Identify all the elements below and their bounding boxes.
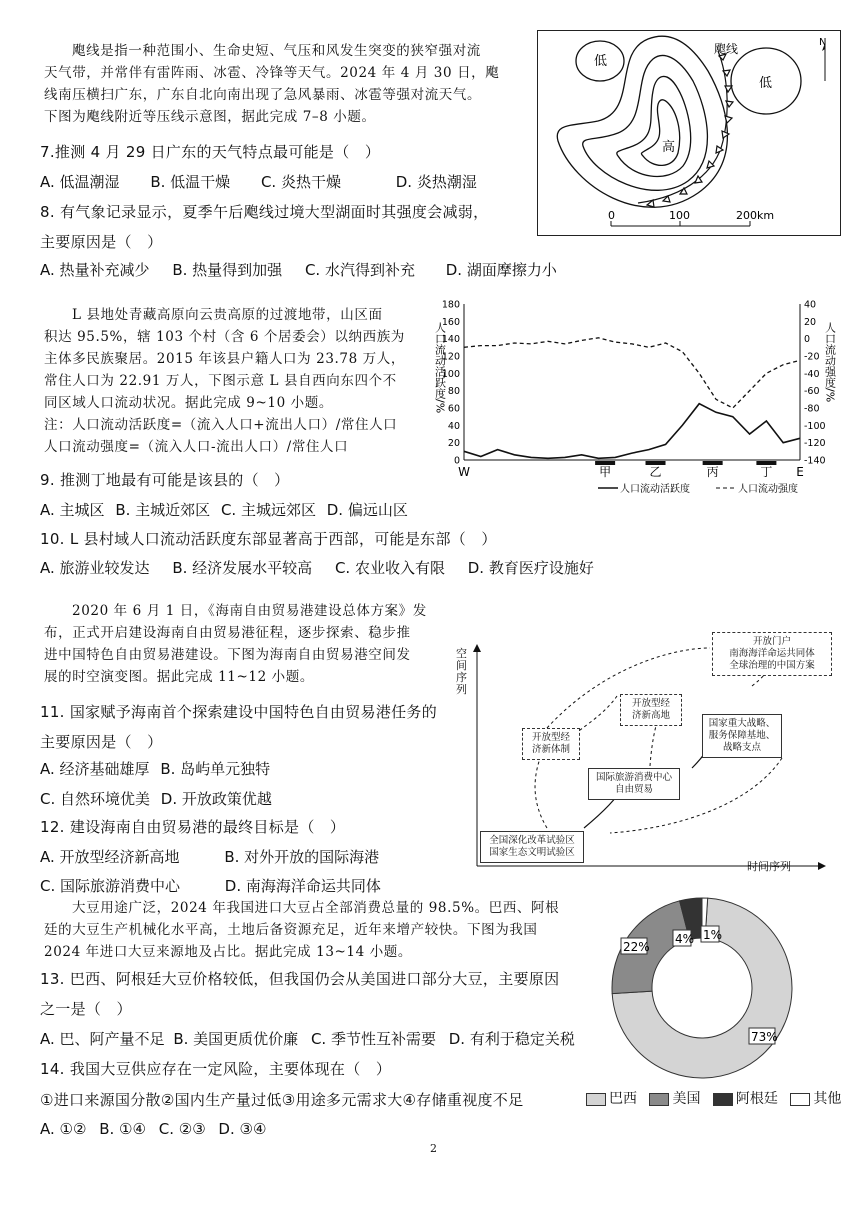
- option-11d[interactable]: D. 开放政策优越: [160, 790, 272, 808]
- options-8: [40, 258, 575, 282]
- option-12b[interactable]: B. 对外开放的国际海港: [224, 848, 380, 866]
- scale-bar: [608, 209, 774, 226]
- passage-squall: 飑线是指一种范围小、生命史短、气压和风发生突变的狭窄强对流 天气带，并常伴有雷阵雨、冰雹、冷锋等天气。2024 年 4 月 30 日，飑 线南压横扫广东，广东自北向南出现了急风暴雨、冰雹等强对流天气。 下图为飑线附近等压线示意图，据此完成 7–8 小题。: [44, 43, 500, 125]
- soybean-source-donut: [590, 893, 820, 1083]
- option-7d[interactable]: D. 炎热潮湿: [395, 173, 477, 191]
- option-13a[interactable]: A. 巴、阿产量不足: [40, 1030, 165, 1048]
- x-category-label: 甲: [599, 465, 612, 479]
- question-8: 8. 有气象记录显示，夏季午后飑线过境大型湖面时其强度会减弱， 主要原因是（ ）: [40, 203, 489, 251]
- right-tick-label: -140: [804, 455, 826, 467]
- left-axis-label: 人口流动活跃度/%: [433, 322, 447, 414]
- option-9b[interactable]: B. 主城近郊区: [115, 501, 211, 519]
- x-category-label: E: [796, 465, 804, 479]
- legend-active: 人口流动活跃度: [620, 484, 690, 495]
- options-13: [40, 1027, 593, 1051]
- y-axis-label: 空间序列: [456, 647, 467, 696]
- option-13c[interactable]: C. 季节性互补需要: [310, 1030, 436, 1048]
- right-tick-label: -20: [804, 351, 820, 363]
- box-tourism-center: 国际旅游消费中心 自由贸易: [588, 768, 680, 800]
- box-national-strategy: 国家重大战略、 服务保障基地、 战略支点: [702, 714, 782, 758]
- question-13: 13. 巴西、阿根廷大豆价格较低，但我国仍会从美国进口部分大豆，主要原因 之一是（ ）: [40, 970, 560, 1018]
- left-tick-label: 80: [447, 386, 460, 398]
- left-tick-label: 0: [453, 455, 460, 467]
- box-open-economy-highland: 开放型经 济新高地: [620, 694, 682, 726]
- option-12c[interactable]: C. 国际旅游消费中心: [40, 877, 181, 895]
- x-category-label: 乙: [649, 465, 662, 479]
- box-open-gateway: 开放门户 南海海洋命运共同体 全球治理的中国方案: [712, 632, 832, 676]
- option-14c[interactable]: C. ②③: [158, 1120, 206, 1138]
- option-13d[interactable]: D. 有利于稳定关税: [448, 1030, 575, 1048]
- box-open-economy-system: 开放型经 济新体制: [522, 728, 580, 760]
- question-9: 9. 推测丁地最有可能是该县的（ ）: [40, 471, 290, 489]
- question-12: 12. 建设海南自由贸易港的最终目标是（ ）: [40, 818, 346, 836]
- options-7: [40, 170, 495, 194]
- option-13b[interactable]: B. 美国更质优价廉: [173, 1030, 299, 1048]
- legend-swatch-brazil: [586, 1093, 606, 1106]
- low-label-1: 低: [594, 54, 608, 69]
- right-tick-label: 0: [804, 334, 811, 346]
- legend-swatch-usa: [649, 1093, 669, 1106]
- options-14: [40, 1117, 284, 1141]
- question-10: 10. L 县村域人口流动活跃度东部显著高于西部，可能是东部（ ）: [40, 530, 497, 548]
- option-8a[interactable]: A. 热量补充减少: [40, 261, 150, 279]
- option-8b[interactable]: B. 热量得到加强: [172, 261, 283, 279]
- left-tick-label: 100: [441, 368, 460, 380]
- left-tick-label: 120: [441, 351, 460, 363]
- question-14: 14. 我国大豆供应存在一定风险，主要体现在（ ）: [40, 1060, 392, 1078]
- x-category-label: 丁: [760, 465, 773, 479]
- option-14d[interactable]: D. ③④: [218, 1120, 267, 1138]
- svg-text:N: N: [819, 37, 827, 48]
- option-12a[interactable]: A. 开放型经济新高地: [40, 848, 180, 866]
- right-tick-label: -80: [804, 403, 820, 415]
- right-axis-label: 人口流动强度/%: [823, 322, 837, 403]
- series-strength-line: [464, 338, 800, 408]
- svg-text:0: 0: [608, 209, 615, 222]
- left-tick-label: 60: [447, 403, 460, 415]
- legend-strength: 人口流动强度: [738, 484, 798, 495]
- page-number: 2: [430, 1142, 437, 1155]
- right-tick-label: -60: [804, 386, 820, 398]
- option-14b[interactable]: B. ①④: [99, 1120, 146, 1138]
- legend-swatch-other: [790, 1093, 810, 1106]
- svg-text:200km: 200km: [736, 209, 775, 222]
- series-active-line: [464, 404, 800, 459]
- option-10b[interactable]: B. 经济发展水平较高: [172, 559, 313, 577]
- option-12d[interactable]: D. 南海海洋命运共同体: [224, 877, 381, 895]
- right-tick-label: -100: [804, 420, 826, 432]
- options-12-row2: [40, 874, 399, 898]
- option-9c[interactable]: C. 主城远郊区: [220, 501, 316, 519]
- passage-county: L 县地处青藏高原向云贵高原的过渡地带，山区面 积达 95.5%，辖 103 个村（含 6 个居委会）以纳西族为 主体多民族聚居。2015 年该县户籍人口为 23.78 万人， 常住人口为 22.91 万人，下图示意 L 县自西向东四个不 同区域人口流动状况。据此完成 9~10 小题。 注：人口流动活跃度=（流入人口+流出人口）/常住人口 人口流动强度=（流入人口-流出人口）/常住人口: [44, 307, 405, 455]
- left-tick-label: 180: [441, 299, 460, 311]
- option-8c[interactable]: C. 水汽得到补充: [304, 261, 415, 279]
- option-7c[interactable]: C. 炎热干燥: [260, 173, 341, 191]
- options-10: [40, 556, 612, 580]
- legend-swatch-argentina: [713, 1093, 733, 1106]
- option-11b[interactable]: B. 岛屿单元独特: [160, 760, 271, 778]
- option-9d[interactable]: D. 偏远山区: [326, 501, 408, 519]
- low-label-2: 低: [759, 76, 773, 91]
- left-tick-label: 140: [441, 334, 460, 346]
- question-14-items: ①进口来源国分散②国内生产量过低③用途多元需求大④存储重视度不足: [40, 1091, 524, 1109]
- x-category-label: W: [458, 465, 470, 479]
- passage-soybean: 大豆用途广泛，2024 年我国进口大豆占全部消费总量的 98.5%。巴西、阿根 廷的大豆生产机械化水平高，土地后备资源充足，近年来增产较快。下图为我国 2024 年进口大豆来源地及占比。据此完成 13~14 小题。: [44, 900, 560, 960]
- hainan-flow-diagram: [452, 628, 848, 882]
- value-label: 4%: [675, 932, 695, 946]
- high-label: 高: [662, 140, 676, 155]
- options-9: [40, 498, 426, 522]
- option-7a[interactable]: A. 低温潮湿: [40, 173, 120, 191]
- right-tick-label: 20: [804, 316, 817, 328]
- question-11: 11. 国家赋予海南首个探索建设中国特色自由贸易港任务的 主要原因是（ ）: [40, 703, 438, 751]
- options-11-row2: [40, 787, 290, 811]
- x-category-label: 丙: [706, 465, 719, 479]
- right-tick-label: 40: [804, 299, 817, 311]
- right-tick-label: -40: [804, 368, 820, 380]
- options-11-row1: [40, 757, 288, 781]
- option-11a[interactable]: A. 经济基础雄厚: [40, 760, 150, 778]
- value-label: 73%: [751, 1030, 778, 1044]
- value-label: 1%: [703, 928, 723, 942]
- options-12-row1: [40, 845, 397, 869]
- svg-text:100: 100: [669, 209, 690, 222]
- right-tick-label: -120: [804, 438, 826, 450]
- box-reform-zone: 全国深化改革试验区 国家生态文明试验区: [480, 831, 584, 863]
- option-7b[interactable]: B. 低温干燥: [150, 173, 231, 191]
- option-8d[interactable]: D. 湖面摩擦力小: [445, 261, 557, 279]
- x-axis-label: 时间序列: [747, 860, 791, 873]
- question-7: 7.推测 4 月 29 日广东的天气特点最可能是（ ）: [40, 143, 381, 161]
- option-10d[interactable]: D. 教育医疗设施好: [467, 559, 594, 577]
- squall-line: [638, 51, 733, 207]
- north-arrow-icon: [819, 37, 826, 81]
- isobar-map: [537, 30, 841, 236]
- option-10c[interactable]: C. 农业收入有限: [334, 559, 445, 577]
- left-tick-label: 20: [447, 438, 460, 450]
- left-tick-label: 40: [447, 420, 460, 432]
- option-11c[interactable]: C. 自然环境优美: [40, 790, 151, 808]
- chart-legend: [598, 482, 798, 495]
- isobar-map-figure: [538, 31, 839, 234]
- option-10a[interactable]: A. 旅游业较发达: [40, 559, 150, 577]
- option-14a[interactable]: A. ①②: [40, 1120, 87, 1138]
- population-flow-chart: [420, 292, 845, 502]
- value-label: 22%: [623, 940, 650, 954]
- passage-hainan: 2020 年 6 月 1 日，《海南自由贸易港建设总体方案》发 布，正式开启建设海南自由贸易港征程，逐步探索、稳步推 进中国特色自由贸易港建设。下图为海南自由贸易港空间发 展的时空演变图。据此完成 11~12 小题。: [44, 603, 427, 685]
- squall-label: 飑线: [714, 42, 739, 56]
- left-tick-label: 160: [441, 316, 460, 328]
- option-9a[interactable]: A. 主城区: [40, 501, 105, 519]
- donut-legend: 巴西 美国 阿根廷 其他: [586, 1088, 841, 1108]
